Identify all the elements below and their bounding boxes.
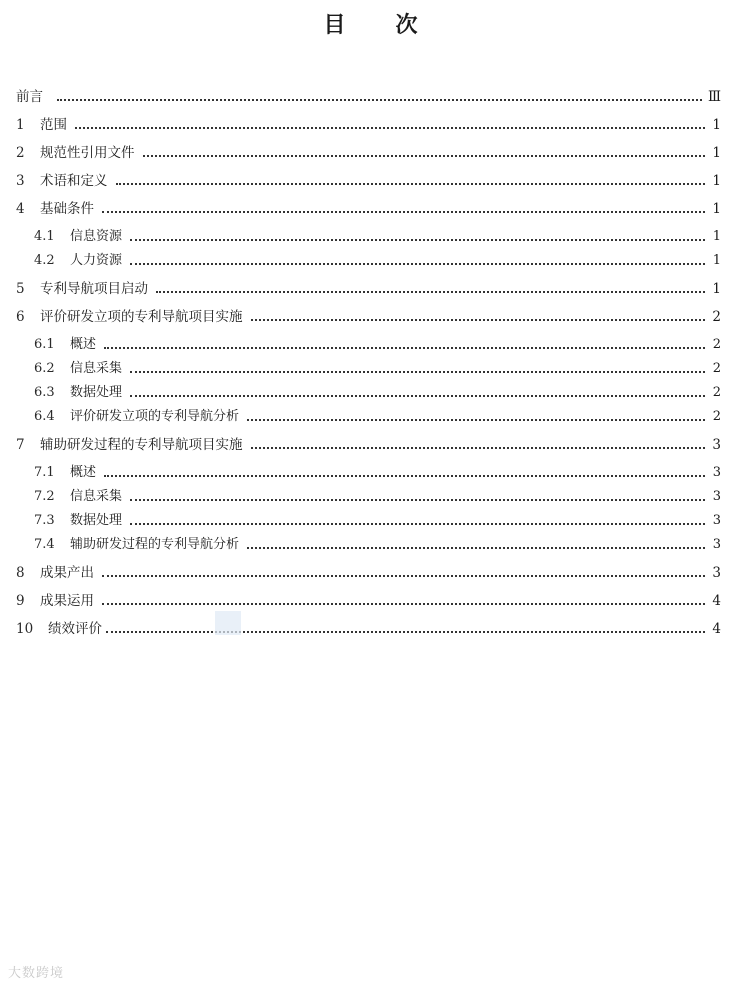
toc-leader [106,630,705,633]
toc-entry-4[interactable] [16,196,721,218]
toc-entry-7-4[interactable] [34,532,721,554]
toc-label: 基础条件 [40,201,94,217]
toc-number: 7.2 [34,489,55,504]
toc-label: 范围 [40,117,67,133]
toc-label: 信息采集 [70,489,123,504]
page-title [0,8,743,39]
toc-label: 专利导航项目启动 [40,281,148,297]
toc-label: 评价研发立项的专利导航项目实施 [40,309,243,325]
toc-label: 数据处理 [70,513,123,528]
toc-number: 6.4 [34,409,55,424]
toc-label: 信息采集 [70,361,123,376]
toc-leader [104,474,705,477]
toc-number: 4 [16,201,25,217]
toc-page: 3 [712,513,721,528]
title-char-1: 目 [323,13,348,38]
toc-number: 3 [16,173,25,189]
toc-leader [247,418,705,421]
toc-page: 2 [712,361,721,376]
toc-number: 4.2 [34,253,55,268]
scan-mark [215,611,241,635]
toc-page: 3 [712,489,721,504]
toc-entry-3[interactable] [16,168,721,190]
toc-leader [102,602,705,605]
toc-leader [75,126,705,129]
toc-entry-7-1[interactable] [34,460,721,482]
toc-entry-5[interactable] [16,276,721,298]
toc-number: 6.3 [34,385,55,400]
toc-page: 3 [712,537,721,552]
toc-leader [251,318,706,321]
toc-entry-1[interactable] [16,112,721,134]
toc-page: 1 [712,229,721,244]
toc-entry-7[interactable] [16,432,721,454]
toc-entry-6[interactable] [16,304,721,326]
toc-label: 概述 [70,337,97,352]
toc-label: 前言 [16,89,43,105]
toc-entry-preface[interactable] [16,84,721,106]
toc-number: 5 [16,281,25,297]
toc-entry-6-3[interactable] [34,380,721,402]
toc-page: Ⅲ [707,89,721,105]
toc-page: 2 [712,309,721,325]
toc-label: 成果运用 [40,593,94,609]
toc-page: 1 [712,117,721,133]
toc-leader [156,290,705,293]
toc-label: 人力资源 [70,253,123,268]
toc-page: 4 [712,621,721,637]
toc-entry-6-1[interactable] [34,332,721,354]
title-char-2: 次 [395,13,420,38]
toc-label: 辅助研发过程的专利导航项目实施 [40,437,243,453]
toc-leader [130,238,705,241]
toc-entry-7-3[interactable] [34,508,721,530]
toc-page: 2 [712,385,721,400]
toc-page: 1 [712,173,721,189]
toc-leader [251,446,706,449]
toc-page: 2 [712,337,721,352]
toc-leader [104,346,705,349]
toc-leader [247,546,705,549]
toc-page: 2 [712,409,721,424]
toc-entry-2[interactable] [16,140,721,162]
toc-label: 规范性引用文件 [40,145,135,161]
toc-label: 辅助研发过程的专利导航分析 [70,537,240,552]
toc-page: 1 [712,145,721,161]
toc-entry-4-1[interactable] [34,224,721,246]
toc-number: 1 [16,117,25,133]
toc-number: 6.1 [34,337,55,352]
toc-number: 8 [16,565,25,581]
toc-label: 概述 [70,465,97,480]
toc-number: 10 [16,621,34,637]
toc-entry-10[interactable] [16,616,721,638]
toc-label: 数据处理 [70,385,123,400]
toc-leader [143,154,706,157]
toc-label: 绩效评价 [48,621,102,637]
toc-entry-8[interactable] [16,560,721,582]
toc-number: 9 [16,593,25,609]
toc-page: 1 [712,201,721,217]
toc-number: 7.4 [34,537,55,552]
toc-number: 6.2 [34,361,55,376]
toc-leader [130,394,705,397]
toc-label: 评价研发立项的专利导航分析 [70,409,240,424]
toc-entry-9[interactable] [16,588,721,610]
toc-leader [102,574,705,577]
toc-entry-6-2[interactable] [34,356,721,378]
toc-number: 7.1 [34,465,55,480]
watermark-logo: 大数跨境 [8,966,65,981]
toc-label: 信息资源 [70,229,123,244]
toc-label: 术语和定义 [40,173,108,189]
toc-page: 3 [712,465,721,480]
toc-label: 成果产出 [40,565,94,581]
toc-leader [102,210,705,213]
toc-number: 2 [16,145,25,161]
toc-number: 7 [16,437,25,453]
toc-page: 1 [712,281,721,297]
toc-leader [57,98,702,101]
toc-entry-4-2[interactable] [34,248,721,270]
toc-number: 6 [16,309,25,325]
toc-number: 7.3 [34,513,55,528]
toc-entry-7-2[interactable] [34,484,721,506]
toc-leader [130,522,705,525]
toc-entry-6-4[interactable] [34,404,721,426]
toc-leader [130,262,705,265]
toc-page: 3 [712,437,721,453]
toc-page: 3 [712,565,721,581]
toc-page: 1 [712,253,721,268]
toc-page: 4 [712,593,721,609]
toc-number: 4.1 [34,229,55,244]
toc-leader [116,182,706,185]
toc-leader [130,370,705,373]
toc-leader [130,498,705,501]
